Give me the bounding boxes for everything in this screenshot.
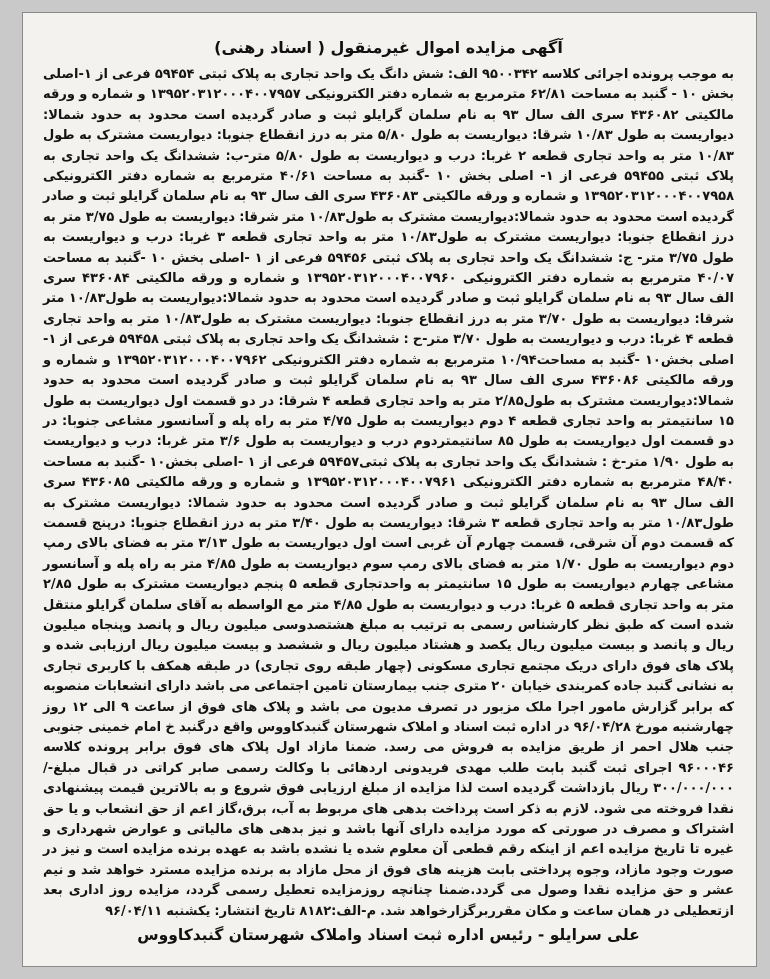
notice-title: آگهی مزایده اموال غیرمنقول ( اسناد رهنی) xyxy=(214,38,563,57)
newspaper-notice xyxy=(22,12,757,967)
notice-signature: علی سرایلو - رئیس اداره ثبت اسناد واملاک شهرستان گنبدکاووس xyxy=(137,926,640,945)
notice-body: به موجب پرونده اجرائی کلاسه ۹۵۰۰۳۴۲ الف: شش دانگ یک واحد تجاری به پلاک ثبتی ۵۹۴۵۴ فرعی از ۱-اصلی بخش ۱۰ - گنبد به مساحت ۶۲/۸۱ مترمربع به شماره دفتر الکترونیکی ۱۳۹۵۲۰۳۱۲۰۰۰۴۰۰۷۹۵۷ و شماره و ورقه مالکیتی ۴۳۶۰۸۲ سری الف سال ۹۳ به نام سلمان گرایلو ثبت و صادر گردیده است محدود به حدود شمالا: دیواریست به طول ۱۰/۸۳ شرقا: دیواریست به طول ۵/۸۰ متر به درز انقطاع جنوبا: دیواریست مشترک به طول ۱۰/۸۳ متر به واحد تجاری قطعه ۲ غربا: درب و دیواریست به طول ۵/۸۰ متر-ب: ششدانگ یک واحد تجاری به پلاک ثبتی ۵۹۴۵۵ فرعی از ۱- اصلی بخش ۱۰ -گنبد به مساحت ۴۰/۶۱ مترمربع به شماره دفتر الکترونیکی ۱۳۹۵۲۰۳۱۲۰۰۰۴۰۰۷۹۵۸ و شماره و ورقه مالکیتی ۴۳۶۰۸۳ سری الف سال ۹۳ به نام سلمان گرایلو ثبت و صادر گردیده است محدود به حدود شمالا:دیواریست مشترک به طول۱۰/۸۳ متر شرقا: دیواریست به طول ۳/۷۵ متر به درز انقطاع جنوبا: دیواریست مشترک به طول۱۰/۸۳ متر به واحد تجاری قطعه ۳ غربا: درب و دیواریست به طول ۳/۷۵ متر- ج: ششدانگ یک واحد تجاری به پلاک ثبتی ۵۹۴۵۶ فرعی از ۱ -اصلی بخش ۱۰ -گنبد به مساحت ۴۰/۰۷ مترمربع به شماره دفتر الکترونیکی ۱۳۹۵۲۰۳۱۲۰۰۰۴۰۰۷۹۶۰ و شماره و ورقه مالکیتی ۴۳۶۰۸۴ سری الف سال ۹۳ به نام سلمان گرایلو ثبت و صادر گردیده است محدود به حدود شمالا:دیواریست به طول۱۰/۸۳ متر شرقا: دیواریست به طول ۳/۷۰ متر به درز انقطاع جنوبا: دیواریست مشترک به طول۱۰/۸۳ متر به واحد تجاری قطعه ۴ غربا: درب و دیواریست به طول ۳/۷۰ متر-ح : ششدانگ یک واحد تجاری به پلاک ثبتی ۵۹۴۵۸ فرعی از ۱-اصلی بخش۱۰ -گنبد به مساحت۱۰/۹۴ مترمربع به شماره دفتر الکترونیکی ۱۳۹۵۲۰۳۱۲۰۰۰۴۰۰۷۹۶۲ و شماره و ورقه مالکیتی ۴۳۶۰۸۶ سری الف سال ۹۳ به نام سلمان گرایلو ثبت و صادر گردیده است محدود به حدود شمالا:دیواریست مشترک به طول۲/۸۵ متر به واحد تجاری قطعه ۴ شرقا: در دو قسمت اول دیواریست به طول ۱۵ سانتیمتر به واحد تجاری قطعه ۴ دوم دیواریست به طول ۴/۷۵ متر به راه پله و آسانسور مشاعی جنوبا: در دو قسمت اول دیواریست به طول ۸۵ سانتیمتردوم درب و دیواریست به طول ۳/۶ متر غربا: درب و دیواریست به طول ۱/۹۰ متر-خ : ششدانگ یک واحد تجاری به پلاک ثبتی۵۹۴۵۷ فرعی از ۱ -اصلی بخش۱۰ -گنبد به مساحت ۴۸/۴۰ مترمربع به شماره دفتر الکترونیکی ۱۳۹۵۲۰۳۱۲۰۰۰۴۰۰۷۹۶۱ و شماره و ورقه مالکیتی ۴۳۶۰۸۵ سری الف سال ۹۳ به نام سلمان گرایلو ثبت و صادر گردیده است محدود به حدود شمالا: دیواریست مشترک به طول۱۰/۸۳ متر به واحد تجاری قطعه ۳ شرقا: دیواریست به طول ۳/۴۰ متر به درز انقطاع جنوبا: درپنج قسمت که قسمت دوم آن شرقی، قسمت چهارم آن غربی است اول دیواریست به طول ۳/۱۳ متر به فضای بالای رمپ دوم دیواریست به طول ۱/۷۰ متر به فضای بالای رمپ سوم دیواریست به طول ۴/۸۵ متر به راه پله و آسانسور مشاعی چهارم دیواریست به طول ۱۵ سانتیمتر به واحدتجاری قطعه ۵ پنجم دیواریست مشترک به طول ۲/۸۵ متر به واحد تجاری قطعه ۵ غربا: درب و دیواریست به طول ۴/۸۵ متر مع الواسطه به آقای سلمان گرایلو منتقل شده است که طبق نظر کارشناس رسمی به ترتیب به مبلغ هشتصدوسی میلیون ریال و پانصد وپنجاه میلیون ریال و پانصد و بیست میلیون ریال یکصد و هشتاد میلیون ریال و ششصد و بیست میلیون ریال ارزیابی شده و پلاک های فوق دارای دریک مجتمع تجاری مسکونی (چهار طبقه روی تجاری) در طبقه همکف با کاربری تجاری به نشانی گنبد جاده کمربندی خیابان ۲۰ متری جنب بیمارستان تامین اجتماعی می باشد دارای انشعابات منصوبه که برابر گزارش مامور اجرا ملک مزبور در تصرف مدیون می باشد و پلاک های فوق از ساعت ۹ الی ۱۲ روز چهارشنبه مورخ ۹۶/۰۴/۲۸ در اداره ثبت اسناد و املاک شهرستان گنبدکاووس واقع درگنبد خ امام خمینی جنوبی جنب هلال احمر از طریق مزایده به فروش می رسد. ضمنا مازاد اول پلاک های فوق برابر پرونده کلاسه ۹۶۰۰۰۴۶ اجرای ثبت گنبد بابت طلب مهدی فریدونی اردهائی با وکالت رسمی صابر کراتی در قبال مبلغ-/۳۰۰/۰۰۰/۰۰۰ ریال بازداشت گردیده است لذا مزایده از مبلغ ارزیابی فوق شروع و به بالاترین قیمت پیشنهادی نقدا فروخته می شود. لازم به ذکر است پرداخت بدهی های مربوط به آب، برق،گاز اعم از حق انشعاب و یا حق اشتراک و مصرف در صورتی که مورد مزایده دارای آنها باشد و نیز بدهی های مالیاتی و عوارض شهرداری و غیره تا تاریخ مزایده اعم از اینکه رقم قطعی آن معلوم شده یا نشده باشد به عهده برنده مزایده است و نیز در صورت وجود مازاد، وجوه پرداختی بابت هزینه های فوق از محل مازاد به برنده مزایده مسترد خواهد شد و نیم عشر و حق مزایده نقدا وصول می گردد.ضمنا چنانچه روزمزایده تعطیل رسمی گردد، مزایده روز اداری بعد ازتعطیلی در همان ساعت و مکان مقرربرگزارخواهد شد. م-الف:۸۱۸۲ تاریخ انتشار: یکشنبه ۹۶/۰۴/۱۱ xyxy=(43,67,735,919)
